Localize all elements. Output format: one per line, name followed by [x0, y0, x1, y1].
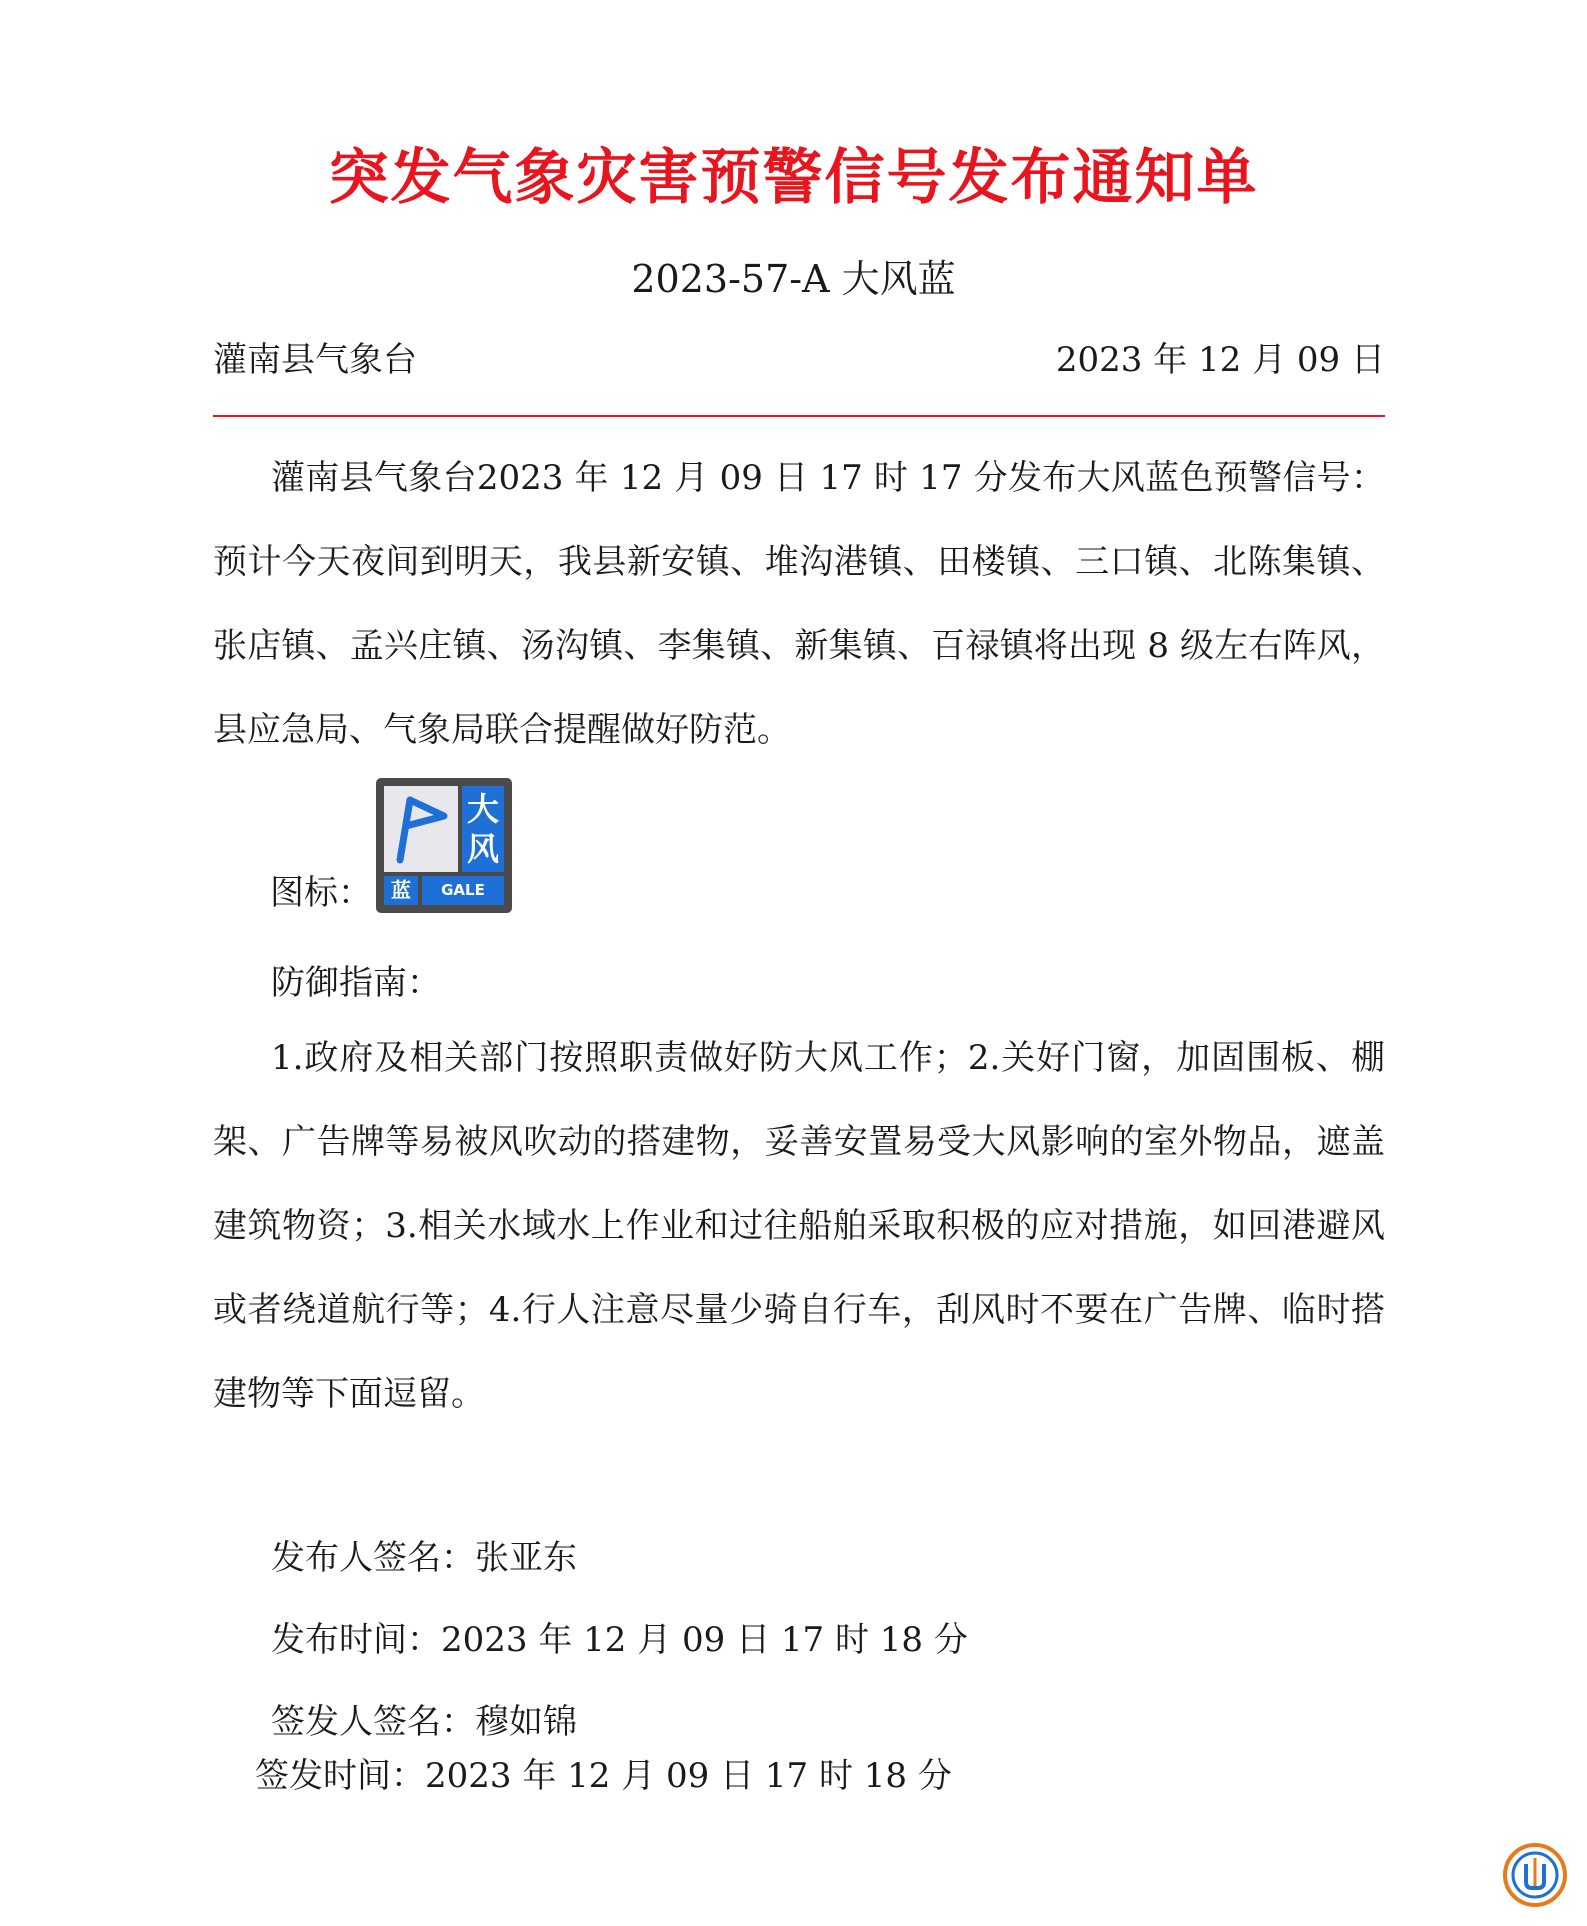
english-name-label: GALE	[422, 876, 504, 905]
sign-time: 签发时间：2023 年 12 月 09 日 17 时 18 分	[255, 1756, 952, 1796]
level-label: 蓝	[384, 876, 418, 905]
news-app-logo-icon	[1502, 1842, 1568, 1908]
warning-body: 灌南县气象台2023 年 12 月 09 日 17 时 17 分发布大风蓝色预警信号：预计今天夜间到明天，我县新安镇、堆沟港镇、田楼镇、三口镇、北陈集镇、张店镇、孟兴庄镇、汤沟镇、李集镇、新集镇、百禄镇将出现 8 级左右阵风，县应急局、气象局联合提醒做好防范。	[213, 458, 1385, 750]
icon-label: 图标：	[270, 873, 372, 913]
guide-body: 1.政府及相关部门按照职责做好防大风工作；2.关好门窗，加固围板、棚架、广告牌等易被风吹动的搭建物，妥善安置易受大风影响的室外物品，遮盖建筑物资；3.相关水域水上作业和过往船舶采取积极的应对措施，如回港避风或者绕道航行等；4.行人注意尽量少骑自行车，刮风时不要在广告牌、临时搭建物等下面逗留。	[213, 1038, 1385, 1414]
publisher-signature: 发布人签名：张亚东	[271, 1538, 577, 1578]
guide-heading: 防御指南：	[271, 963, 441, 1003]
gale-blue-warning-icon	[376, 778, 512, 913]
hazard-char-2: 风	[466, 830, 499, 868]
hazard-char-1: 大	[466, 790, 499, 828]
red-divider	[213, 415, 1385, 417]
issue-date: 2023 年 12 月 09 日	[1055, 340, 1385, 380]
issuer-name: 灌南县气象台	[213, 340, 417, 380]
issuer-row	[213, 332, 1385, 381]
flag-icon-graphic	[384, 786, 458, 872]
publish-time: 发布时间：2023 年 12 月 09 日 17 时 18 分	[271, 1620, 968, 1660]
logo-graphic	[1502, 1842, 1568, 1908]
document-title: 突发气象灾害预警信号发布通知单	[328, 143, 1259, 213]
hazard-type-label	[462, 786, 504, 872]
warning-code: 2023-57-A 大风蓝	[631, 257, 956, 301]
flag-icon	[384, 786, 458, 872]
signer-signature: 签发人签名：穆如锦	[271, 1702, 577, 1742]
icon-row	[270, 778, 512, 913]
